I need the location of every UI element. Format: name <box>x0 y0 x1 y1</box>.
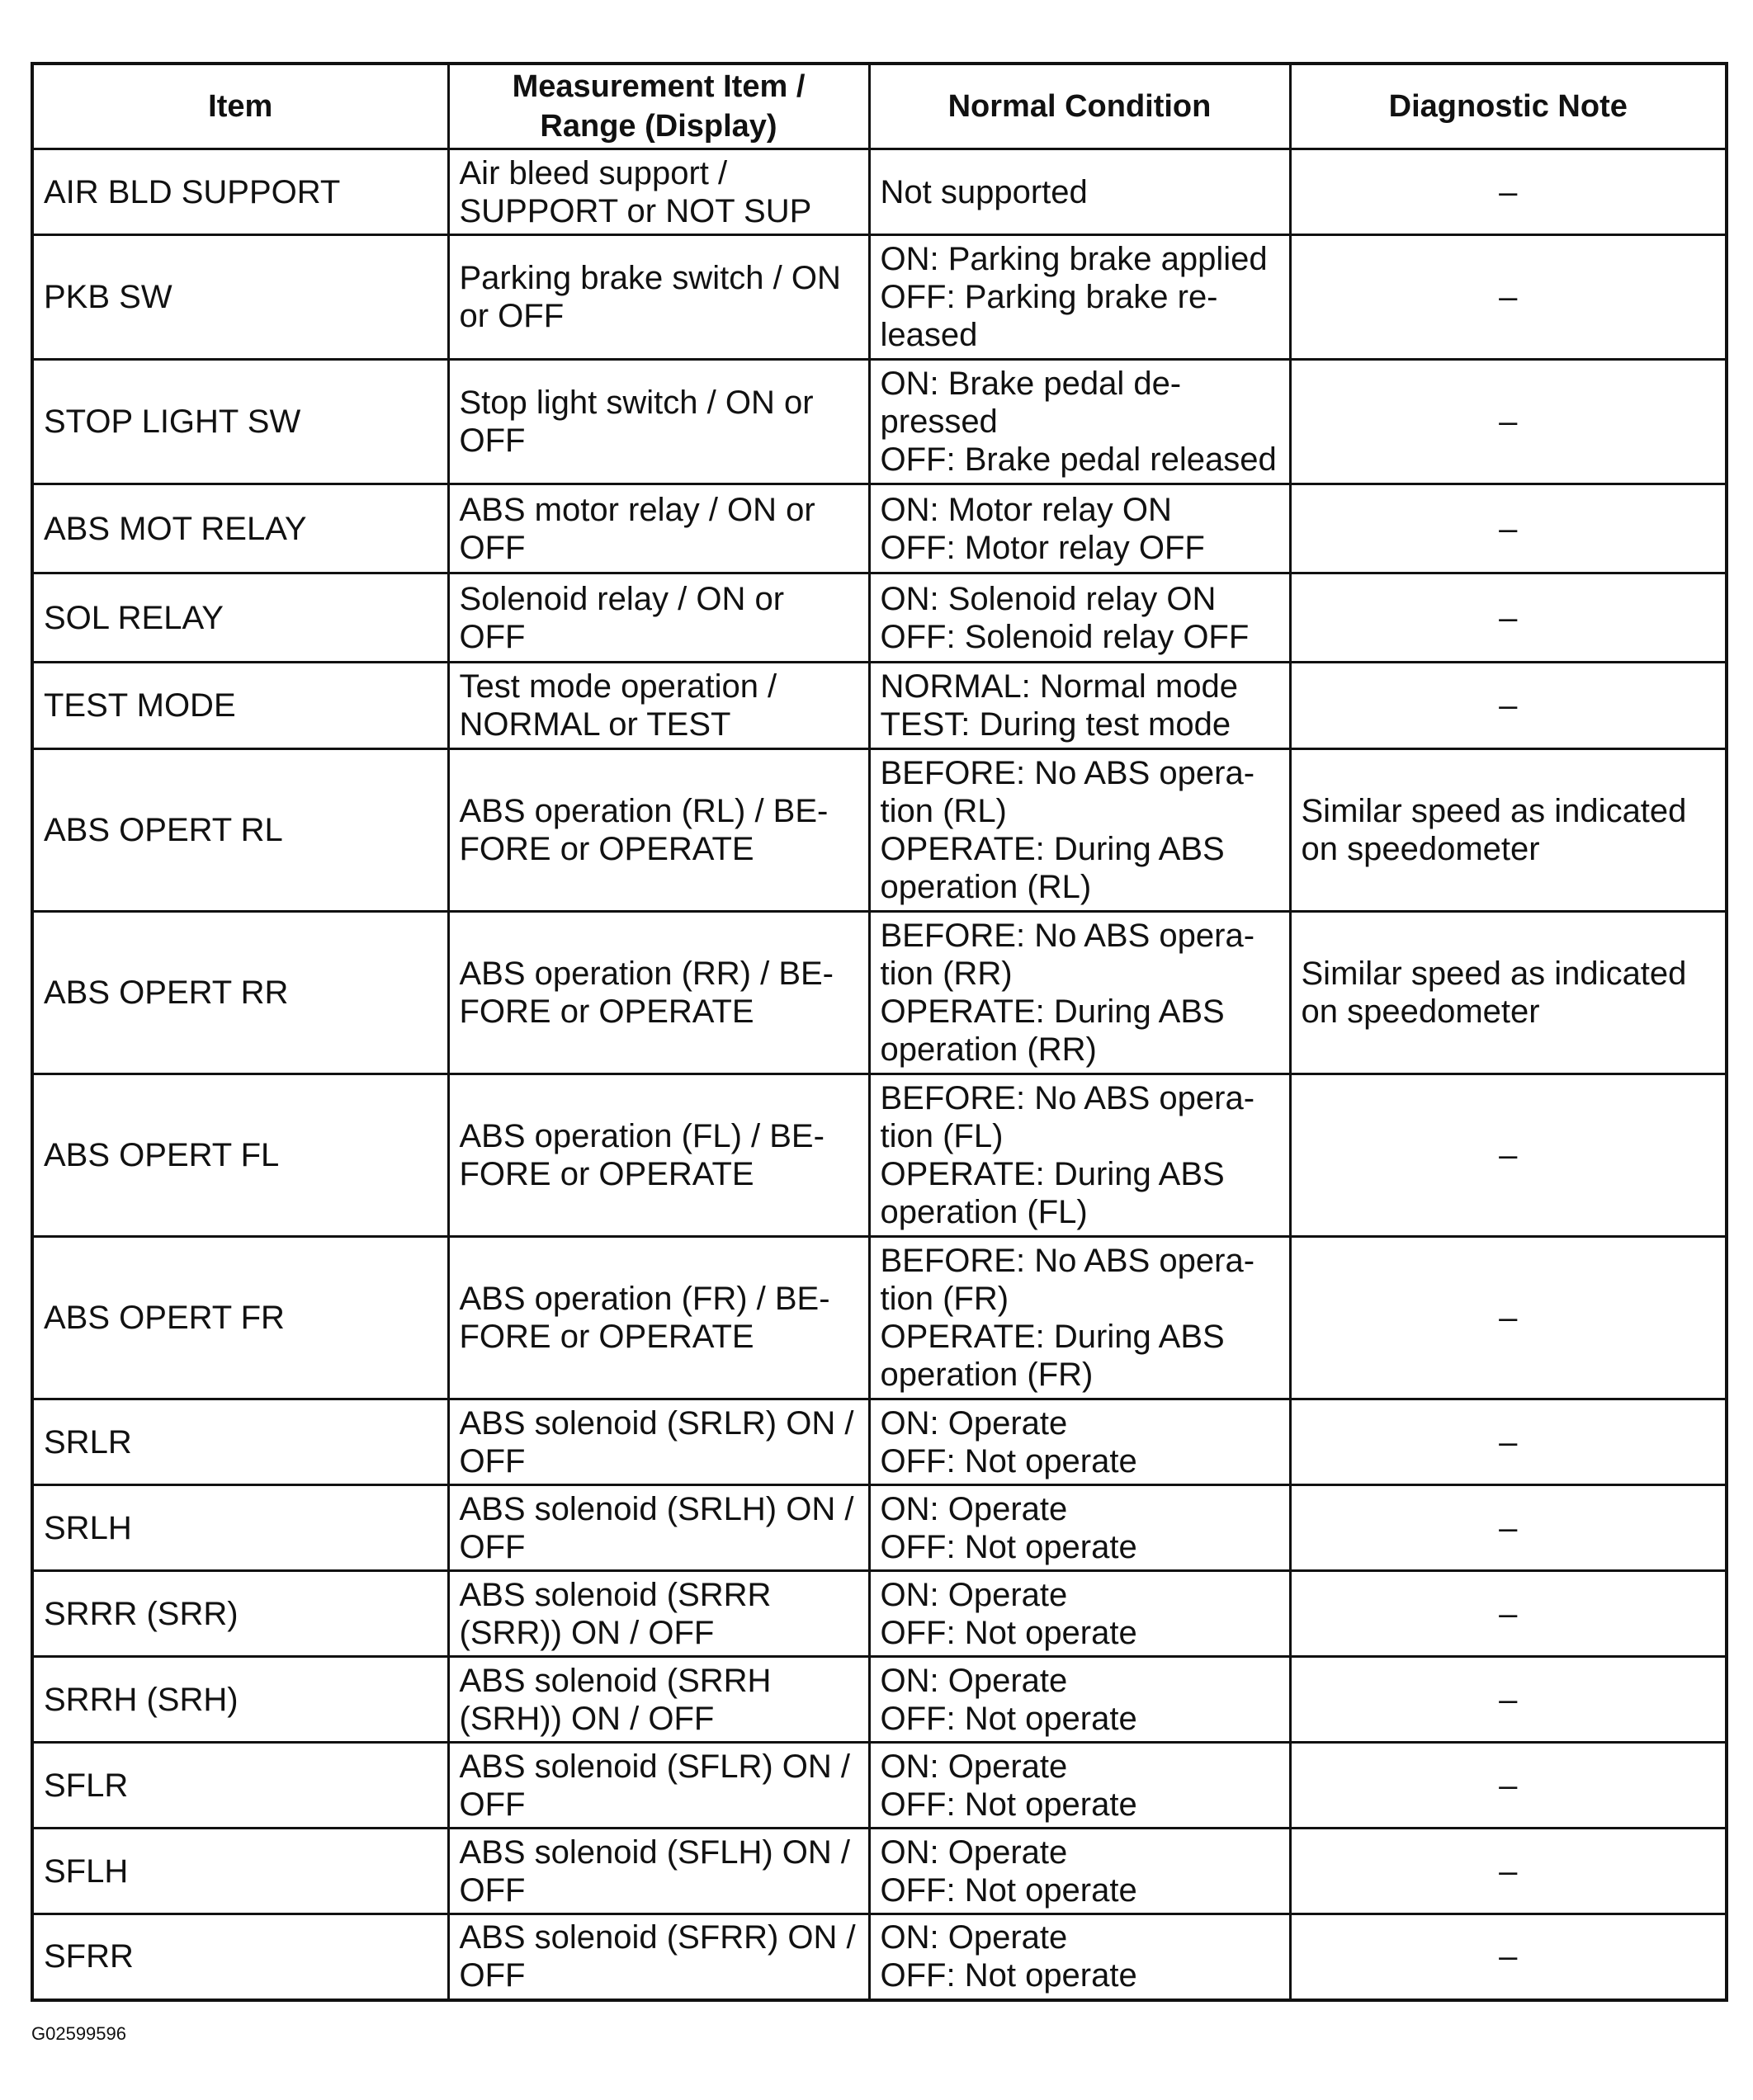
table-row <box>32 663 1727 749</box>
cell-normal-condition: BEFORE: No ABS opera- tion (RR) OPERATE: During ABS operation (RR) <box>869 912 1290 1074</box>
cell-measurement: ABS solenoid (SFLH) ON / OFF <box>448 1829 869 1914</box>
cell-item: ABS MOT RELAY <box>32 484 448 573</box>
table-row <box>32 360 1727 484</box>
cell-diagnostic-note: – <box>1290 1485 1727 1571</box>
cell-measurement: ABS operation (RR) / BE- FORE or OPERATE <box>448 912 869 1074</box>
cell-normal-condition: ON: Operate OFF: Not operate <box>869 1914 1290 2000</box>
cell-diagnostic-note: – <box>1290 1657 1727 1743</box>
cell-diagnostic-note: – <box>1290 1237 1727 1399</box>
cell-item: SRRR (SRR) <box>32 1571 448 1657</box>
diagnostic-data-table <box>31 62 1728 2002</box>
header-normal-condition: Normal Condition <box>869 64 1290 149</box>
cell-item: ABS OPERT FL <box>32 1074 448 1237</box>
header-measurement: Measurement Item / Range (Display) <box>448 64 869 149</box>
table-row <box>32 484 1727 573</box>
cell-item: ABS OPERT RR <box>32 912 448 1074</box>
table-row <box>32 1485 1727 1571</box>
cell-item: SRLH <box>32 1485 448 1571</box>
cell-normal-condition: NORMAL: Normal mode TEST: During test mode <box>869 663 1290 749</box>
cell-normal-condition: BEFORE: No ABS opera- tion (FL) OPERATE: During ABS operation (FL) <box>869 1074 1290 1237</box>
cell-diagnostic-note: – <box>1290 1914 1727 2000</box>
cell-item: TEST MODE <box>32 663 448 749</box>
cell-item: SFRR <box>32 1914 448 2000</box>
cell-normal-condition: Not supported <box>869 149 1290 235</box>
cell-diagnostic-note: – <box>1290 235 1727 360</box>
cell-diagnostic-note: – <box>1290 573 1727 663</box>
header-item: Item <box>32 64 448 149</box>
table-header-row <box>32 64 1727 149</box>
cell-diagnostic-note: – <box>1290 1399 1727 1485</box>
cell-measurement: Solenoid relay / ON or OFF <box>448 573 869 663</box>
table-row <box>32 1571 1727 1657</box>
cell-item: SOL RELAY <box>32 573 448 663</box>
table-row <box>32 149 1727 235</box>
cell-measurement: ABS solenoid (SFRR) ON / OFF <box>448 1914 869 2000</box>
cell-measurement: ABS operation (RL) / BE- FORE or OPERATE <box>448 749 869 912</box>
cell-diagnostic-note: – <box>1290 1829 1727 1914</box>
table-row <box>32 1914 1727 2000</box>
table-row <box>32 912 1727 1074</box>
cell-measurement: ABS solenoid (SRLH) ON / OFF <box>448 1485 869 1571</box>
cell-normal-condition: BEFORE: No ABS opera- tion (FR) OPERATE: During ABS operation (FR) <box>869 1237 1290 1399</box>
table-row <box>32 1657 1727 1743</box>
cell-measurement: Air bleed support / SUPPORT or NOT SUP <box>448 149 869 235</box>
cell-normal-condition: ON: Operate OFF: Not operate <box>869 1399 1290 1485</box>
table-row <box>32 749 1727 912</box>
cell-normal-condition: ON: Motor relay ON OFF: Motor relay OFF <box>869 484 1290 573</box>
cell-diagnostic-note: – <box>1290 1571 1727 1657</box>
cell-measurement: ABS motor relay / ON or OFF <box>448 484 869 573</box>
table-row <box>32 1399 1727 1485</box>
figure-code: G02599596 <box>31 2023 126 2044</box>
cell-normal-condition: ON: Operate OFF: Not operate <box>869 1829 1290 1914</box>
cell-measurement: ABS operation (FR) / BE- FORE or OPERATE <box>448 1237 869 1399</box>
table-row <box>32 573 1727 663</box>
cell-normal-condition: ON: Operate OFF: Not operate <box>869 1743 1290 1829</box>
cell-normal-condition: ON: Parking brake applied OFF: Parking brake re- leased <box>869 235 1290 360</box>
cell-diagnostic-note: – <box>1290 360 1727 484</box>
table-row <box>32 235 1727 360</box>
cell-measurement: ABS solenoid (SFLR) ON / OFF <box>448 1743 869 1829</box>
cell-diagnostic-note: Similar speed as indicated on speedometer <box>1290 912 1727 1074</box>
cell-item: STOP LIGHT SW <box>32 360 448 484</box>
cell-measurement: ABS solenoid (SRRR (SRR)) ON / OFF <box>448 1571 869 1657</box>
cell-measurement: Parking brake switch / ON or OFF <box>448 235 869 360</box>
cell-measurement: Test mode operation / NORMAL or TEST <box>448 663 869 749</box>
table-row <box>32 1743 1727 1829</box>
cell-measurement: ABS operation (FL) / BE- FORE or OPERATE <box>448 1074 869 1237</box>
cell-item: SRLR <box>32 1399 448 1485</box>
cell-normal-condition: ON: Operate OFF: Not operate <box>869 1657 1290 1743</box>
cell-item: ABS OPERT RL <box>32 749 448 912</box>
header-diagnostic-note: Diagnostic Note <box>1290 64 1727 149</box>
cell-item: AIR BLD SUPPORT <box>32 149 448 235</box>
table-row <box>32 1237 1727 1399</box>
cell-diagnostic-note: – <box>1290 484 1727 573</box>
cell-measurement: Stop light switch / ON or OFF <box>448 360 869 484</box>
cell-diagnostic-note: Similar speed as indicated on speedometer <box>1290 749 1727 912</box>
cell-measurement: ABS solenoid (SRLR) ON / OFF <box>448 1399 869 1485</box>
cell-diagnostic-note: – <box>1290 1074 1727 1237</box>
cell-item: SFLR <box>32 1743 448 1829</box>
cell-normal-condition: ON: Brake pedal de- pressed OFF: Brake pedal released <box>869 360 1290 484</box>
table-row <box>32 1829 1727 1914</box>
table-row <box>32 1074 1727 1237</box>
cell-measurement: ABS solenoid (SRRH (SRH)) ON / OFF <box>448 1657 869 1743</box>
cell-item: SRRH (SRH) <box>32 1657 448 1743</box>
cell-normal-condition: BEFORE: No ABS opera- tion (RL) OPERATE: During ABS operation (RL) <box>869 749 1290 912</box>
cell-normal-condition: ON: Operate OFF: Not operate <box>869 1485 1290 1571</box>
cell-item: SFLH <box>32 1829 448 1914</box>
cell-item: PKB SW <box>32 235 448 360</box>
cell-diagnostic-note: – <box>1290 1743 1727 1829</box>
cell-normal-condition: ON: Operate OFF: Not operate <box>869 1571 1290 1657</box>
cell-diagnostic-note: – <box>1290 149 1727 235</box>
cell-diagnostic-note: – <box>1290 663 1727 749</box>
cell-item: ABS OPERT FR <box>32 1237 448 1399</box>
cell-normal-condition: ON: Solenoid relay ON OFF: Solenoid relay OFF <box>869 573 1290 663</box>
